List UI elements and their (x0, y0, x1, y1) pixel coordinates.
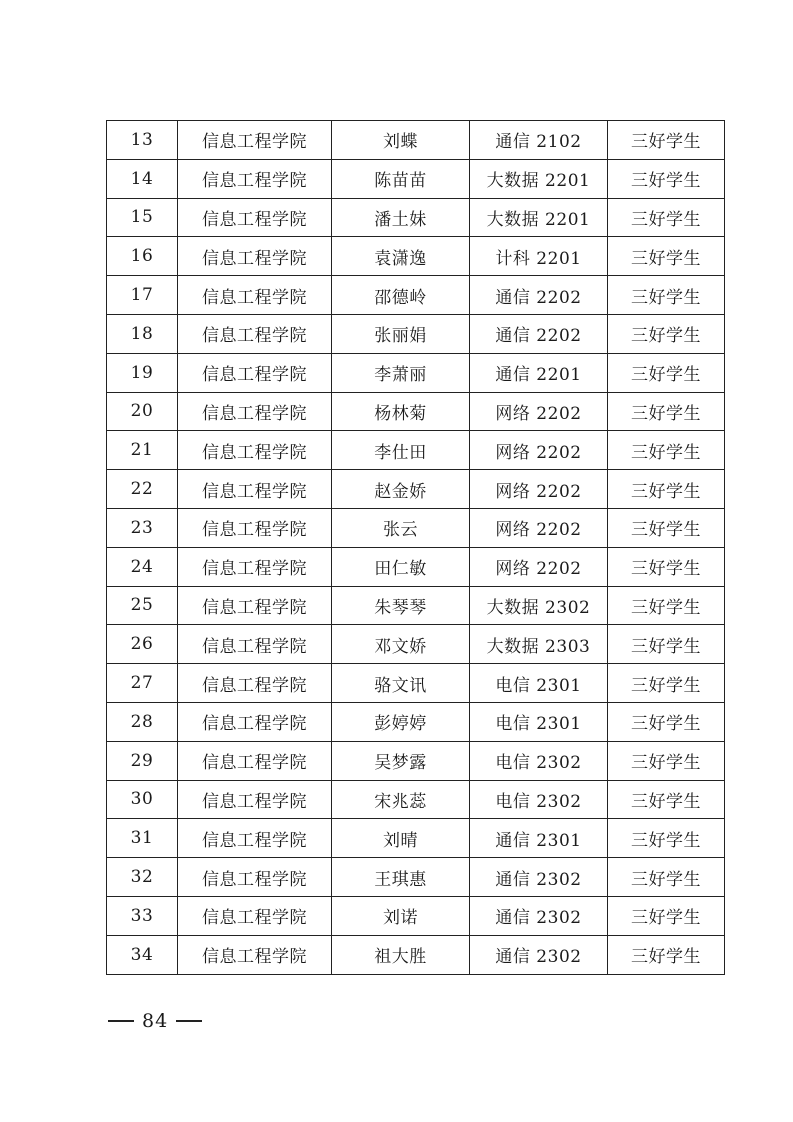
class-cell: 通信 2202 (470, 314, 608, 353)
row-number: 34 (107, 935, 178, 974)
award-cell: 三好学生 (608, 431, 725, 470)
right-dash (176, 1020, 202, 1021)
award-cell: 三好学生 (608, 935, 725, 974)
student-name-cell: 杨林菊 (332, 392, 470, 431)
class-cell: 网络 2202 (470, 470, 608, 509)
college-cell: 信息工程学院 (178, 508, 332, 547)
student-name-cell: 祖大胜 (332, 935, 470, 974)
table-row (107, 508, 725, 547)
class-cell: 电信 2302 (470, 780, 608, 819)
student-name-cell: 刘蝶 (332, 121, 470, 160)
award-cell: 三好学生 (608, 159, 725, 198)
class-cell: 通信 2302 (470, 858, 608, 897)
table-row (107, 237, 725, 276)
award-cell: 三好学生 (608, 586, 725, 625)
college-cell: 信息工程学院 (178, 780, 332, 819)
class-cell: 通信 2202 (470, 276, 608, 315)
college-cell: 信息工程学院 (178, 392, 332, 431)
class-cell: 网络 2202 (470, 392, 608, 431)
college-cell: 信息工程学院 (178, 121, 332, 160)
student-name-cell: 赵金娇 (332, 470, 470, 509)
class-cell: 通信 2102 (470, 121, 608, 160)
row-number: 14 (107, 159, 178, 198)
row-number: 18 (107, 314, 178, 353)
college-cell: 信息工程学院 (178, 547, 332, 586)
award-roster-table (106, 120, 725, 975)
student-name-cell: 刘晴 (332, 819, 470, 858)
class-cell: 计科 2201 (470, 237, 608, 276)
college-cell: 信息工程学院 (178, 198, 332, 237)
award-cell: 三好学生 (608, 237, 725, 276)
college-cell: 信息工程学院 (178, 858, 332, 897)
student-name-cell: 田仁敏 (332, 547, 470, 586)
award-cell: 三好学生 (608, 353, 725, 392)
award-cell: 三好学生 (608, 702, 725, 741)
table-row (107, 896, 725, 935)
college-cell: 信息工程学院 (178, 819, 332, 858)
college-cell: 信息工程学院 (178, 353, 332, 392)
award-cell: 三好学生 (608, 664, 725, 703)
college-cell: 信息工程学院 (178, 935, 332, 974)
class-cell: 通信 2201 (470, 353, 608, 392)
class-cell: 电信 2301 (470, 702, 608, 741)
award-cell: 三好学生 (608, 741, 725, 780)
class-cell: 通信 2302 (470, 896, 608, 935)
row-number: 21 (107, 431, 178, 470)
table-row (107, 625, 725, 664)
award-cell: 三好学生 (608, 121, 725, 160)
row-number: 24 (107, 547, 178, 586)
table-row (107, 780, 725, 819)
student-name-cell: 李仕田 (332, 431, 470, 470)
class-cell: 通信 2301 (470, 819, 608, 858)
table-row (107, 819, 725, 858)
table-row (107, 314, 725, 353)
student-name-cell: 吴梦露 (332, 741, 470, 780)
award-cell: 三好学生 (608, 858, 725, 897)
award-cell: 三好学生 (608, 896, 725, 935)
table-row (107, 470, 725, 509)
row-number: 27 (107, 664, 178, 703)
table-row (107, 353, 725, 392)
row-number: 15 (107, 198, 178, 237)
award-cell: 三好学生 (608, 625, 725, 664)
row-number: 29 (107, 741, 178, 780)
row-number: 23 (107, 508, 178, 547)
row-number: 26 (107, 625, 178, 664)
student-name-cell: 邵德岭 (332, 276, 470, 315)
college-cell: 信息工程学院 (178, 314, 332, 353)
row-number: 31 (107, 819, 178, 858)
class-cell: 大数据 2201 (470, 159, 608, 198)
student-name-cell: 刘诺 (332, 896, 470, 935)
class-cell: 大数据 2302 (470, 586, 608, 625)
college-cell: 信息工程学院 (178, 276, 332, 315)
row-number: 17 (107, 276, 178, 315)
table-row (107, 121, 725, 160)
college-cell: 信息工程学院 (178, 625, 332, 664)
award-cell: 三好学生 (608, 780, 725, 819)
row-number: 30 (107, 780, 178, 819)
award-cell: 三好学生 (608, 470, 725, 509)
student-name-cell: 王琪惠 (332, 858, 470, 897)
college-cell: 信息工程学院 (178, 470, 332, 509)
award-cell: 三好学生 (608, 392, 725, 431)
student-name-cell: 骆文讯 (332, 664, 470, 703)
table-row (107, 664, 725, 703)
award-cell: 三好学生 (608, 314, 725, 353)
table-row (107, 702, 725, 741)
row-number: 19 (107, 353, 178, 392)
row-number: 25 (107, 586, 178, 625)
table-row (107, 392, 725, 431)
college-cell: 信息工程学院 (178, 431, 332, 470)
student-name-cell: 李萧丽 (332, 353, 470, 392)
row-number: 33 (107, 896, 178, 935)
college-cell: 信息工程学院 (178, 159, 332, 198)
class-cell: 网络 2202 (470, 547, 608, 586)
college-cell: 信息工程学院 (178, 586, 332, 625)
roster-body (107, 121, 725, 975)
award-cell: 三好学生 (608, 819, 725, 858)
page-footer (108, 1010, 202, 1032)
table-row (107, 586, 725, 625)
award-cell: 三好学生 (608, 198, 725, 237)
table-row (107, 741, 725, 780)
college-cell: 信息工程学院 (178, 741, 332, 780)
page-number: 84 (142, 1010, 169, 1032)
table-row (107, 858, 725, 897)
row-number: 20 (107, 392, 178, 431)
class-cell: 网络 2202 (470, 431, 608, 470)
college-cell: 信息工程学院 (178, 664, 332, 703)
student-name-cell: 邓文娇 (332, 625, 470, 664)
student-name-cell: 张丽娟 (332, 314, 470, 353)
row-number: 13 (107, 121, 178, 160)
college-cell: 信息工程学院 (178, 896, 332, 935)
left-dash (108, 1020, 134, 1021)
class-cell: 电信 2301 (470, 664, 608, 703)
class-cell: 大数据 2303 (470, 625, 608, 664)
table-row (107, 935, 725, 974)
class-cell: 通信 2302 (470, 935, 608, 974)
row-number: 32 (107, 858, 178, 897)
table-row (107, 276, 725, 315)
student-name-cell: 宋兆蕊 (332, 780, 470, 819)
row-number: 22 (107, 470, 178, 509)
class-cell: 大数据 2201 (470, 198, 608, 237)
student-name-cell: 朱琴琴 (332, 586, 470, 625)
class-cell: 网络 2202 (470, 508, 608, 547)
student-name-cell: 陈苗苗 (332, 159, 470, 198)
table-row (107, 431, 725, 470)
student-name-cell: 彭婷婷 (332, 702, 470, 741)
table-row (107, 159, 725, 198)
college-cell: 信息工程学院 (178, 237, 332, 276)
table-row (107, 198, 725, 237)
college-cell: 信息工程学院 (178, 702, 332, 741)
row-number: 16 (107, 237, 178, 276)
award-cell: 三好学生 (608, 276, 725, 315)
student-name-cell: 潘土妹 (332, 198, 470, 237)
row-number: 28 (107, 702, 178, 741)
table-row (107, 547, 725, 586)
class-cell: 电信 2302 (470, 741, 608, 780)
student-name-cell: 张云 (332, 508, 470, 547)
award-cell: 三好学生 (608, 508, 725, 547)
award-cell: 三好学生 (608, 547, 725, 586)
student-name-cell: 袁潇逸 (332, 237, 470, 276)
